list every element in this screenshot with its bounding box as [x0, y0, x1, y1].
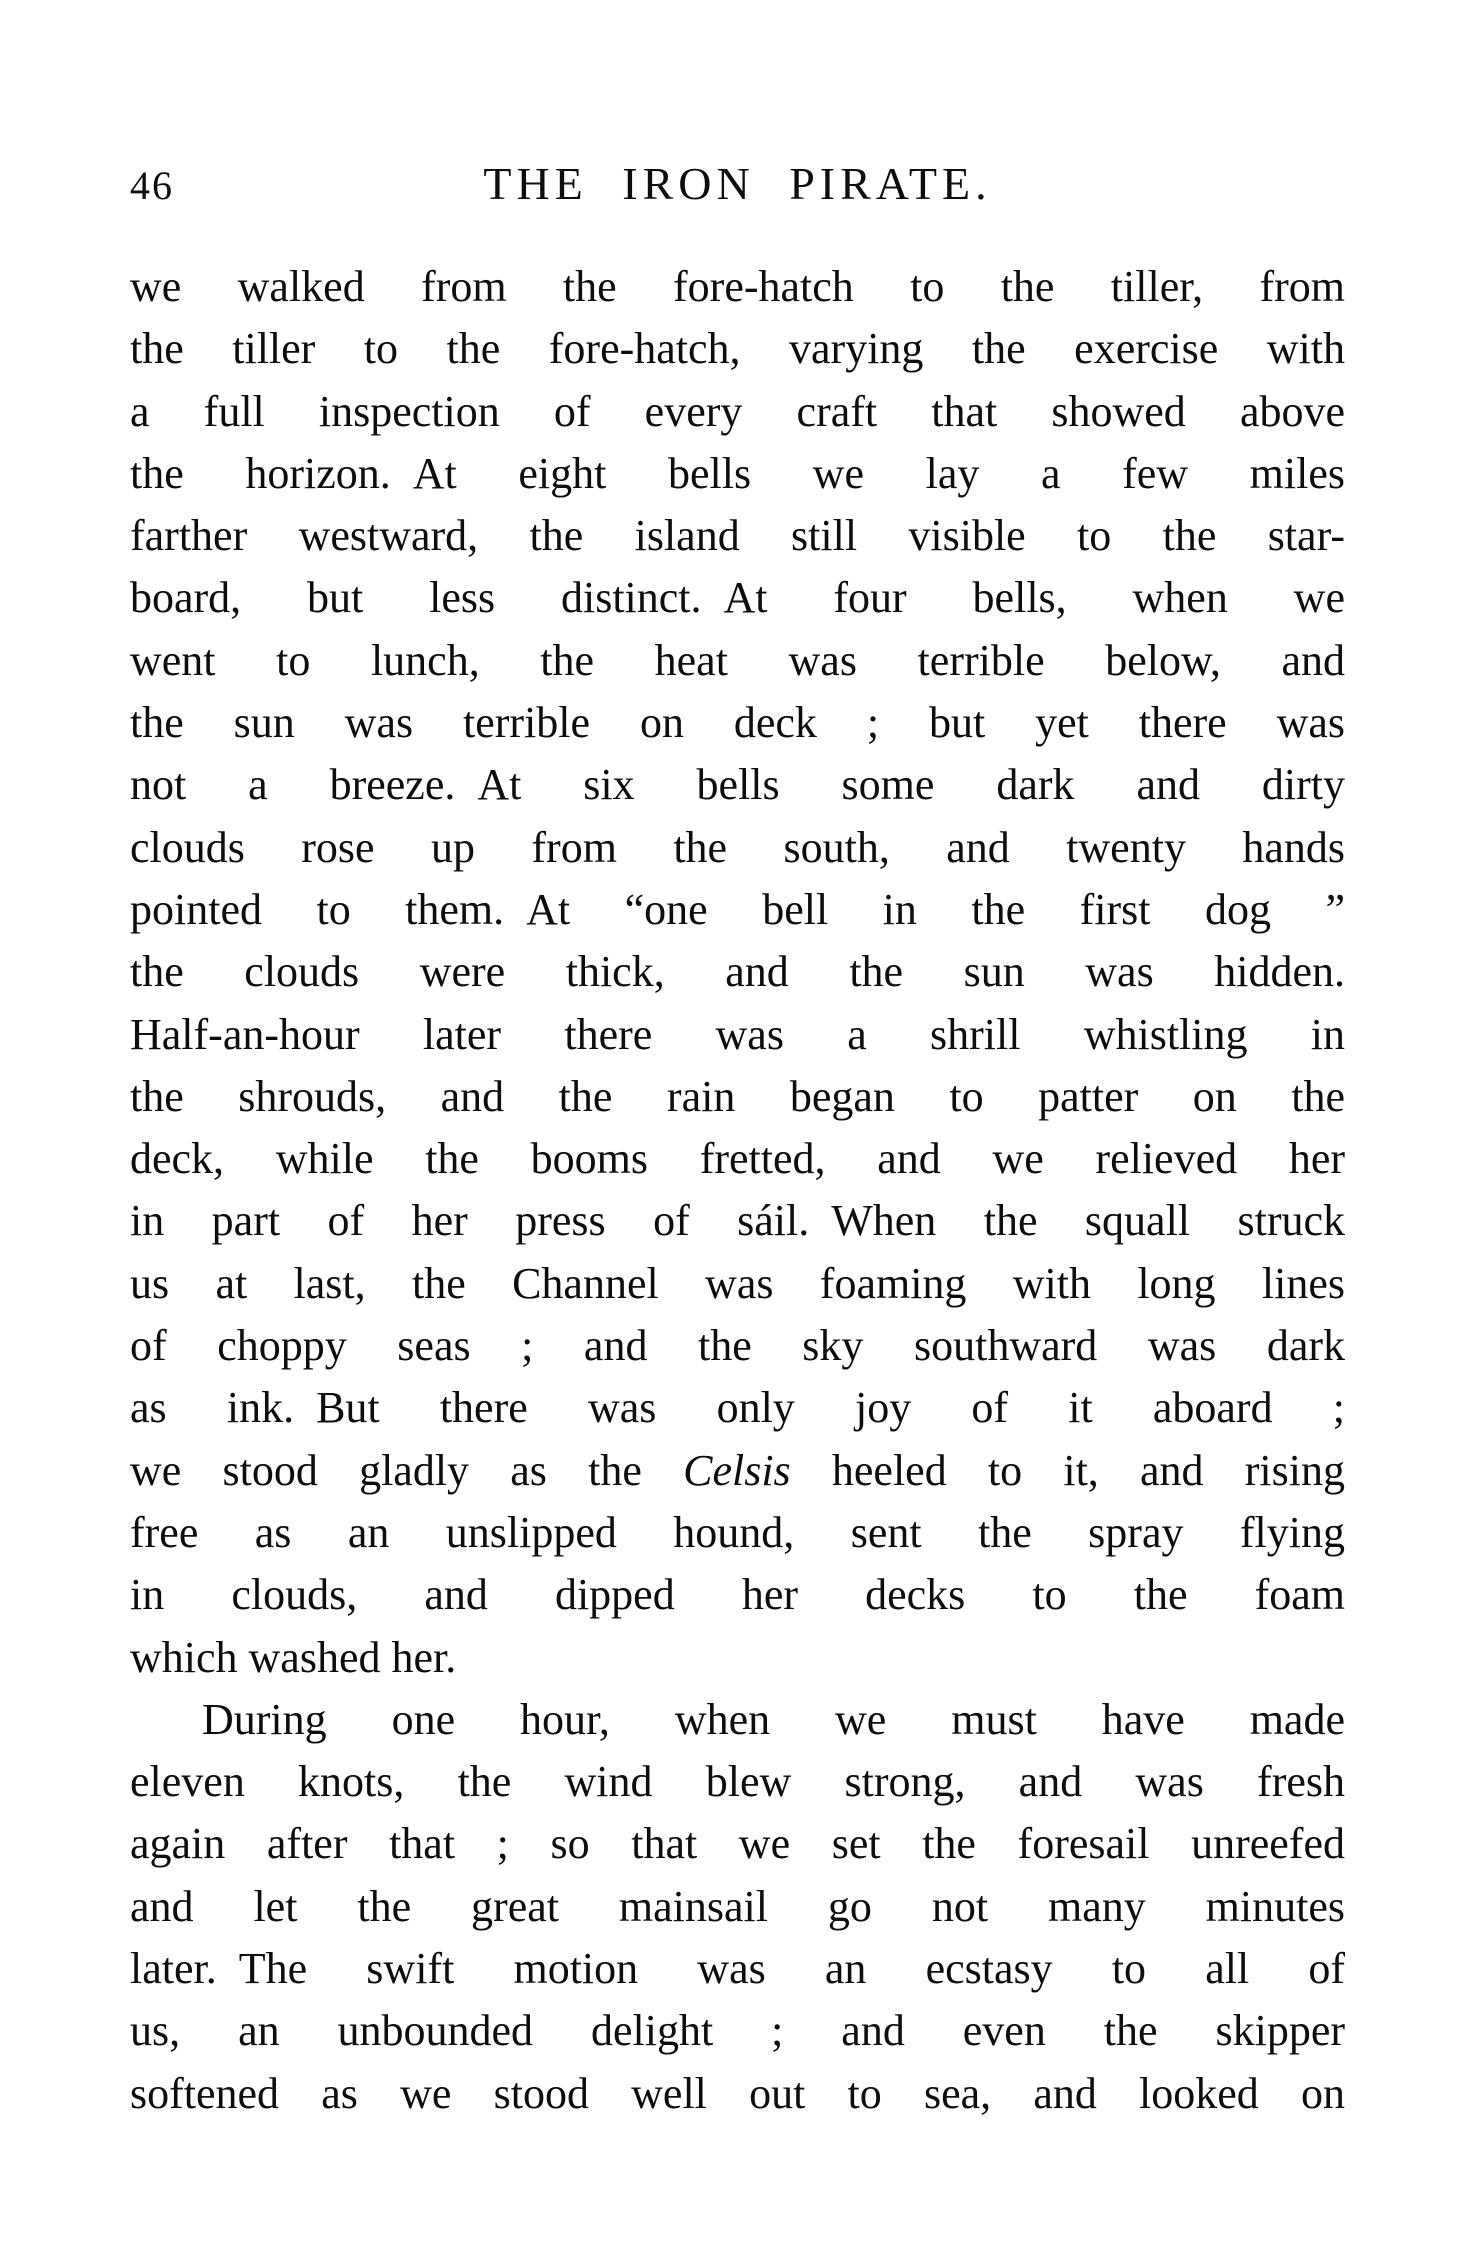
text-segment: of choppy seas ; and the sky southward was dark [130, 1321, 1345, 1371]
text-line [130, 1440, 1345, 1502]
text-segment: went to lunch, the heat was terrible below, and [130, 635, 1345, 685]
text-segment: eleven knots, the wind blew strong, and was fresh [130, 1757, 1345, 1807]
text-line [130, 1627, 1345, 1689]
text-segment: we stood gladly as the [130, 1445, 684, 1495]
text-segment: Half-an-hour later there was a shrill whistling in [130, 1009, 1345, 1059]
text-segment: During one hour, when we must have made [202, 1694, 1345, 1744]
text-line [130, 1066, 1345, 1128]
text-segment: farther westward, the island still visible to the star- [130, 511, 1345, 561]
paragraph [130, 256, 1345, 1689]
text-segment: later. The swift motion was an ecstasy to all of [130, 1944, 1345, 1994]
text-segment: in part of her press of sáil. When the squall struck [130, 1196, 1345, 1246]
text-line [130, 1938, 1345, 2000]
text-line [130, 1813, 1345, 1875]
text-line [130, 2000, 1345, 2062]
paragraph [130, 1689, 1345, 2125]
text-block [130, 256, 1345, 2125]
text-segment: us, an unbounded delight ; and even the skipper [130, 2006, 1345, 2056]
text-line [130, 1751, 1345, 1813]
page-header [130, 158, 1345, 210]
text-segment: and let the great mainsail go not many minutes [130, 1881, 1345, 1931]
text-line [130, 505, 1345, 567]
text-segment: as ink. But there was only joy of it aboard ; [130, 1383, 1345, 1433]
text-segment: deck, while the booms fretted, and we relieved her [130, 1134, 1345, 1184]
text-segment: the clouds were thick, and the sun was hidden. [130, 947, 1345, 997]
text-segment: which washed her. [130, 1632, 457, 1682]
text-line [130, 754, 1345, 816]
text-line [130, 1689, 1345, 1751]
running-title: THE IRON PIRATE. [483, 158, 992, 209]
text-segment: again after that ; so that we set the foresail unreefed [130, 1819, 1345, 1869]
text-line [130, 817, 1345, 879]
text-line [130, 318, 1345, 380]
text-line [130, 1377, 1345, 1439]
text-segment: not a breeze. At six bells some dark and dirty [130, 760, 1345, 810]
text-line [130, 1876, 1345, 1938]
text-segment: heeled to it, and rising [790, 1445, 1345, 1495]
text-line [130, 1190, 1345, 1252]
text-segment: the horizon. At eight bells we lay a few miles [130, 448, 1345, 498]
ship-name-italic: Celsis [683, 1445, 791, 1495]
text-segment: the sun was terrible on deck ; but yet there was [130, 698, 1345, 748]
text-segment: free as an unslipped hound, sent the spray flying [130, 1507, 1345, 1557]
text-line [130, 941, 1345, 1003]
text-segment: we walked from the fore-hatch to the tiller, from [130, 262, 1345, 311]
text-line [130, 1004, 1345, 1066]
text-segment: in clouds, and dipped her decks to the foam [130, 1570, 1345, 1620]
text-line [130, 879, 1345, 941]
text-line [130, 381, 1345, 443]
text-line [130, 256, 1345, 318]
text-segment: pointed to them. At “one bell in the first dog ” [130, 884, 1345, 934]
text-line [130, 1253, 1345, 1315]
text-segment: a full inspection of every craft that showed above [130, 386, 1345, 436]
text-line [130, 1564, 1345, 1626]
text-segment: the tiller to the fore-hatch, varying the exercise with [130, 324, 1345, 374]
text-segment: us at last, the Channel was foaming with long lines [130, 1258, 1345, 1308]
text-line [130, 443, 1345, 505]
text-segment: the shrouds, and the rain began to patter on the [130, 1071, 1345, 1121]
text-line [130, 692, 1345, 754]
text-line [130, 1502, 1345, 1564]
text-segment: softened as we stood well out to sea, and looked on [130, 2068, 1345, 2118]
page-number: 46 [130, 163, 174, 208]
text-segment: clouds rose up from the south, and twenty hands [130, 822, 1345, 872]
text-line [130, 2063, 1345, 2125]
text-line [130, 1128, 1345, 1190]
text-line [130, 567, 1345, 629]
text-segment: board, but less distinct. At four bells, when we [130, 573, 1345, 623]
text-line [130, 630, 1345, 692]
text-line [130, 1315, 1345, 1377]
